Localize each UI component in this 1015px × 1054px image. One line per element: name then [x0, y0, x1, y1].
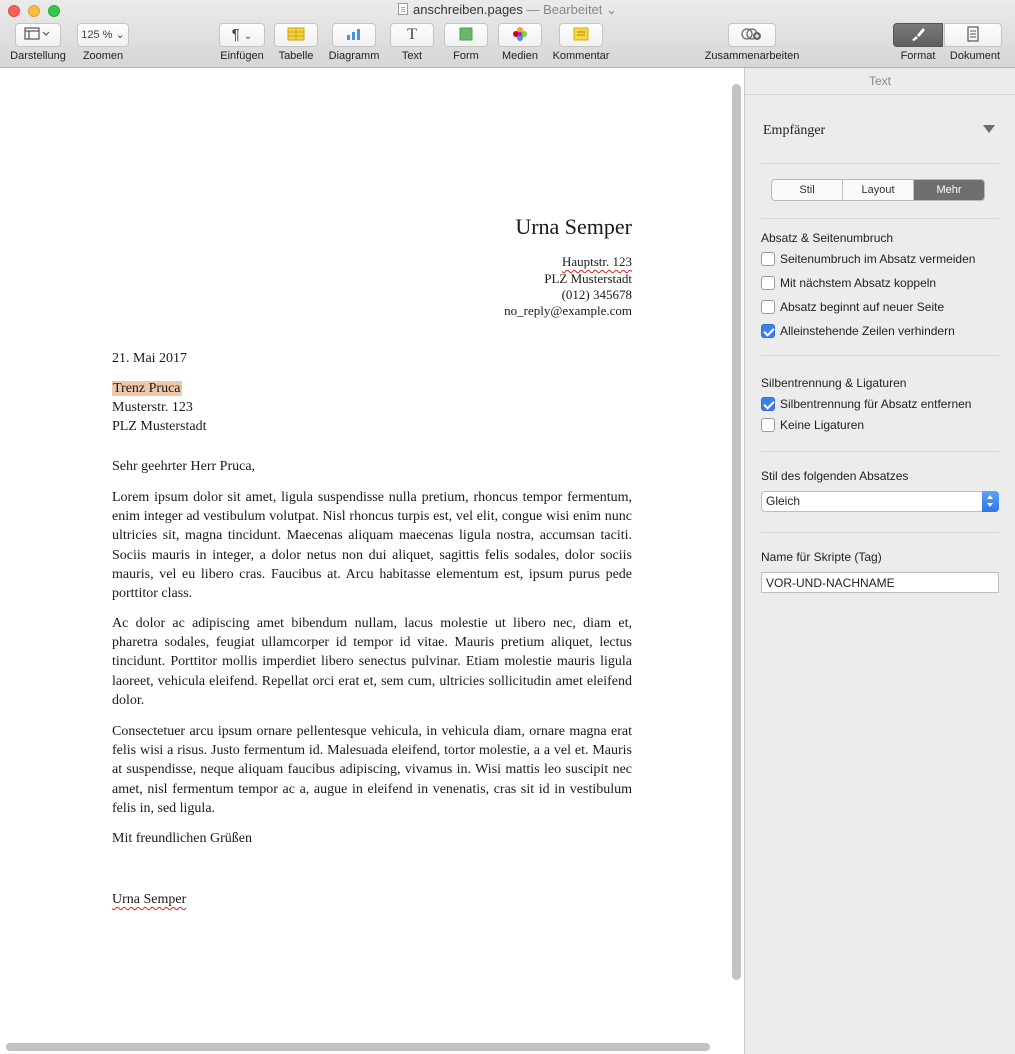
format-label: Format [900, 50, 936, 62]
checkbox-keep-with-next[interactable] [761, 276, 775, 290]
checkbox-widow-orphan-control[interactable] [761, 324, 775, 338]
option-label: Mit nächstem Absatz koppeln [780, 276, 937, 290]
comment-control[interactable] [550, 23, 612, 62]
checkbox-remove-hyphenation[interactable] [761, 397, 775, 411]
zoom-select[interactable] [77, 23, 129, 47]
chart-button[interactable] [332, 23, 376, 47]
view-button[interactable] [15, 23, 61, 47]
option-page-break-before[interactable] [761, 300, 944, 314]
document-filename: anschreiben.pages [413, 2, 523, 17]
text-box-button[interactable] [390, 23, 434, 47]
table-label: Tabelle [278, 50, 314, 62]
divider [761, 163, 999, 164]
zoom-control[interactable] [76, 23, 130, 62]
option-no-ligatures[interactable] [761, 418, 864, 432]
closing[interactable]: Mit freundlichen Grüßen [112, 831, 252, 846]
sender-email[interactable]: no_reply@example.com [504, 303, 632, 318]
checkbox-keep-lines-together[interactable] [761, 252, 775, 266]
window-title[interactable] [0, 2, 1015, 18]
format-button[interactable] [893, 23, 943, 47]
salutation[interactable]: Sehr geehrter Herr Pruca, [112, 459, 256, 474]
paragraph-style-disclosure-icon[interactable] [983, 125, 995, 133]
body-paragraph-1[interactable]: Lorem ipsum dolor sit amet, ligula suspendisse nulla pretium, rhoncus tempor fermentum, enim integer ad vestibulum volutpat. Nisl rhoncus turpis est, vel elit, congue wisi enim nunc ultricies sit, magna tincidunt. Maecenas aliquam maecenas ligula nostra, accumsan taciti. Sociis mauris in integer, a dolor netus non dui aliquet, sagittis felis sodales, dolor sociis mauris, vel eu libero cras. Faucibus at. Arcu habitasse elementum est, ipsum purus pede porttitor class. [112, 490, 632, 602]
view-label: Darstellung [10, 50, 66, 62]
sender-city[interactable]: PLZ Musterstadt [544, 271, 632, 286]
inspector-header: Text [745, 68, 1015, 95]
zoom-chevron-icon: ⌄ [115, 29, 125, 41]
sidebar-view-icon [23, 27, 53, 41]
divider [761, 218, 999, 219]
following-style-select[interactable] [761, 491, 999, 512]
paintbrush-icon [909, 26, 927, 42]
select-stepper-icon[interactable] [982, 491, 999, 512]
option-widow-orphan-control[interactable] [761, 324, 955, 338]
option-keep-lines-together[interactable] [761, 252, 975, 266]
sender-street-text: Hauptstr. 123 [561, 254, 632, 269]
document-canvas[interactable] [0, 68, 744, 1054]
document-separator: — [522, 2, 544, 17]
media-control[interactable] [497, 23, 543, 62]
comment-button[interactable] [559, 23, 603, 47]
toolbar [0, 0, 1015, 68]
view-control[interactable] [8, 23, 68, 62]
following-style-value: Gleich [766, 494, 801, 508]
chart-control[interactable] [327, 23, 381, 62]
checkbox-page-break-before[interactable] [761, 300, 775, 314]
insert-control[interactable] [218, 23, 266, 62]
document-control[interactable] [944, 23, 1006, 62]
checkbox-no-ligatures[interactable] [761, 418, 775, 432]
tab-mehr[interactable]: Mehr [914, 180, 984, 200]
script-tag-input[interactable] [761, 572, 999, 593]
zoom-value: 125 % [81, 29, 113, 41]
document-label: Dokument [949, 50, 1001, 62]
recipient-name-line[interactable] [112, 381, 182, 397]
table-button[interactable] [274, 23, 318, 47]
zoom-label: Zoomen [82, 50, 124, 62]
shape-icon [458, 27, 474, 41]
pilcrow-icon: ¶ [231, 26, 240, 43]
comment-icon [573, 27, 589, 41]
option-remove-hyphenation[interactable] [761, 397, 971, 411]
title-chevron-icon: ⌄ [606, 2, 617, 17]
photos-icon [512, 26, 528, 42]
shape-control[interactable] [443, 23, 489, 62]
insert-button[interactable] [219, 23, 265, 47]
collaborate-button[interactable] [728, 23, 776, 47]
tab-layout[interactable]: Layout [843, 180, 914, 200]
inspector-tabs [771, 179, 985, 201]
option-label: Silbentrennung für Absatz entfernen [780, 397, 972, 411]
section-title-hyphenation: Silbentrennung & Ligaturen [761, 376, 907, 390]
collaborate-icon [740, 27, 764, 41]
section-title-page-break: Absatz & Seitenumbruch [761, 231, 894, 245]
format-inspector [744, 68, 1015, 1054]
text-control[interactable] [389, 23, 435, 62]
shape-label: Form [453, 50, 479, 62]
paragraph-style-name[interactable]: Empfänger [763, 123, 826, 138]
text-label: Text [401, 50, 423, 62]
recipient-city[interactable]: PLZ Musterstadt [112, 419, 207, 434]
body-paragraph-2[interactable]: Ac dolor ac adipiscing amet bibendum nullam, lacus molestie ut libero nec, diam et, pharetra sodales, feugiat ullamcorper id tempor id vitae. Mauris pretium aliquet, lectus tincidunt. Porttitor mollis imperdiet libero senectus pulvinar. Etiam molestie mauris ligula laoreet, vehicula eleifend. Repellat orci erat et, sem cum, ultricies sollicitudin amet eleifend dolor. [112, 616, 632, 708]
shape-button[interactable] [444, 23, 488, 47]
body-paragraph-3[interactable]: Consectetuer arcu ipsum ornare pellentesque vehicula, in vehicula diam, ornare magna erat felis wisi a risus. Justo fermentum id. Malesuada eleifend, tortor molestie, a a vel et. Mauris at suspendisse, neque aliquam faucibus adipiscing, vivamus in. Wisi mattis leo suscipit nec amet, nisl fermentum tempor ac a, augue in eleifend in venenatis, cras sit id in vestibulum felis in, sed ligula. [112, 724, 632, 816]
collaborate-control[interactable] [700, 23, 804, 62]
insert-label: Einfügen [220, 50, 264, 62]
section-title-following-style: Stil des folgenden Absatzes [761, 469, 909, 483]
signature-text: Urna Semper [112, 892, 187, 907]
option-label: Seitenumbruch im Absatz vermeiden [780, 252, 976, 266]
pages-document-icon [398, 3, 408, 15]
chart-label: Diagramm [328, 50, 380, 62]
option-label: Absatz beginnt auf neuer Seite [780, 300, 945, 314]
document-status: Bearbeitet [543, 2, 603, 17]
media-label: Medien [501, 50, 539, 62]
horizontal-scrollbar[interactable] [6, 1043, 710, 1051]
document-icon [966, 26, 980, 42]
collaborate-label: Zusammenarbeiten [704, 50, 800, 62]
divider [761, 451, 999, 452]
vertical-scrollbar[interactable] [732, 84, 741, 980]
chart-icon [345, 27, 363, 41]
signature[interactable] [112, 892, 186, 908]
divider [761, 355, 999, 356]
section-title-script-tag: Name für Skripte (Tag) [761, 550, 882, 564]
letter-date[interactable]: 21. Mai 2017 [112, 351, 188, 366]
recipient-street[interactable]: Musterstr. 123 [112, 400, 193, 415]
sender-street[interactable] [562, 254, 632, 270]
insert-chevron-icon: ⌄ [243, 31, 253, 42]
option-label: Alleinstehende Zeilen verhindern [780, 324, 955, 338]
divider [761, 532, 999, 533]
recipient-name[interactable]: Trenz Pruca [113, 381, 181, 396]
media-button[interactable] [498, 23, 542, 47]
comment-label: Kommentar [552, 50, 610, 62]
format-control[interactable] [892, 23, 944, 62]
document-button[interactable] [944, 23, 1002, 47]
tab-stil[interactable]: Stil [772, 180, 843, 200]
table-icon [287, 27, 305, 41]
sender-phone[interactable]: (012) 345678 [561, 287, 632, 302]
option-keep-with-next[interactable] [761, 276, 936, 290]
option-label: Keine Ligaturen [780, 418, 865, 432]
table-control[interactable] [273, 23, 319, 62]
text-box-icon: T [407, 26, 417, 43]
sender-name[interactable]: Urna Semper [515, 214, 632, 239]
